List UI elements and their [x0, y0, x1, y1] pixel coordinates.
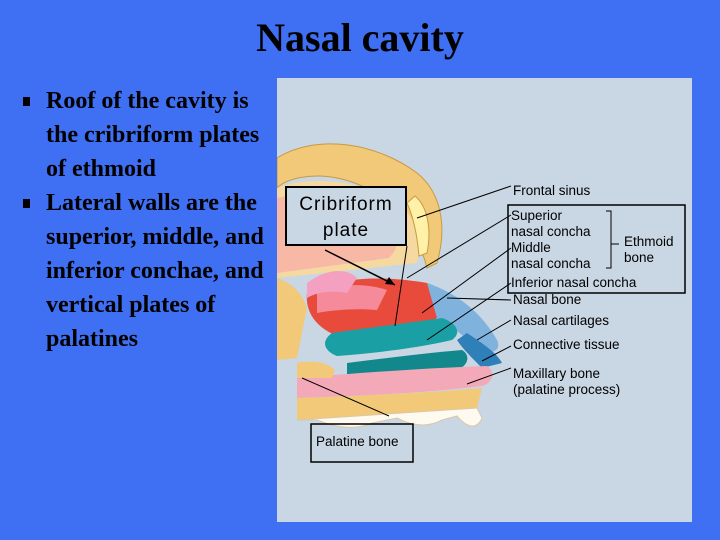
square-bullet-icon [23, 199, 30, 208]
bullet-item [18, 84, 268, 186]
slide-title: Nasal cavity [256, 15, 464, 60]
cribriform-plate-callout [285, 186, 407, 246]
bullet-item [18, 186, 268, 356]
label-superior: Superior [511, 208, 563, 223]
label-nasal-concha-1: nasal concha [511, 224, 591, 239]
label-connective-tissue: Connective tissue [513, 337, 620, 352]
label-ethmoid-bone: bone [624, 250, 655, 265]
label-nasal-concha-2: nasal concha [511, 256, 591, 271]
label-palatine-bone: Palatine bone [316, 434, 399, 449]
anatomy-drawing [277, 78, 692, 522]
callout-line-1: Cribriform [299, 194, 393, 215]
bullet-list [18, 84, 268, 356]
square-bullet-icon [23, 97, 30, 106]
nasal-cavity-illustration [277, 78, 692, 522]
callout-line-2: plate [322, 220, 370, 241]
label-nasal-bone: Nasal bone [513, 292, 582, 307]
bullet-text-lateral-walls: Lateral walls are the superior, middle, and inferior conchae, and vertical plates of palatines [46, 190, 264, 352]
label-inferior-nasal-concha: Inferior nasal concha [511, 275, 637, 290]
label-nasal-cartilages: Nasal cartilages [513, 313, 610, 328]
label-palatine-process: (palatine process) [513, 382, 621, 397]
label-ethmoid: Ethmoid [624, 234, 674, 249]
bullet-text-roof: Roof of the cavity is the cribriform plates of ethmoid [46, 88, 260, 182]
label-frontal-sinus: Frontal sinus [513, 183, 591, 198]
label-maxillary-bone: Maxillary bone [513, 366, 601, 381]
label-middle: Middle [511, 240, 551, 255]
